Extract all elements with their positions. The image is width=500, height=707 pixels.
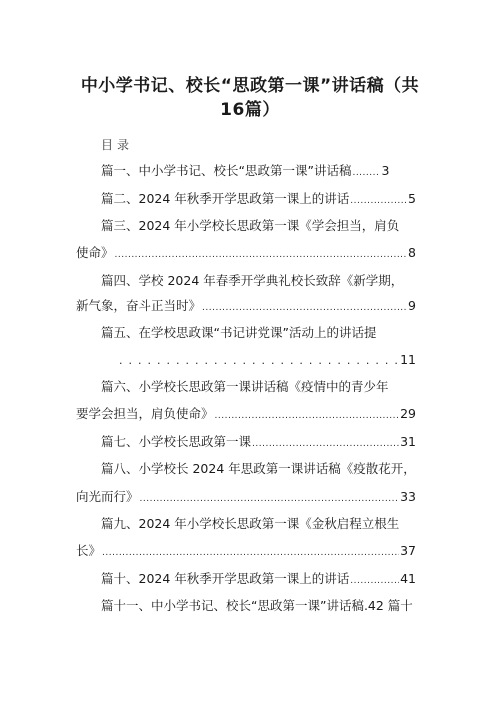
toc-entry-text: 篇四、学校 2024 年春季开学典礼校长致辞《新学期， — [101, 273, 404, 288]
toc-entry-3[interactable] — [101, 216, 416, 236]
toc-page-number: 5 — [408, 191, 416, 206]
toc-page-number: 8 — [408, 245, 416, 260]
toc-entry-9[interactable] — [101, 514, 416, 534]
toc-page-number: 29 — [400, 406, 416, 421]
toc-leader-dots — [202, 298, 407, 316]
toc-page-number: 41 — [400, 571, 416, 586]
toc-entry-text: 向光而行》 — [76, 489, 139, 504]
toc-entry-6-continuation[interactable] — [76, 404, 416, 424]
toc-leader-dots — [350, 571, 399, 589]
toc-entry-11[interactable] — [101, 596, 416, 616]
toc-entry-6[interactable] — [101, 377, 416, 397]
document-title-line1: 中小学书记、校长“思政第一课”讲话稿（共 — [80, 76, 420, 96]
toc-entry-5-continuation[interactable] — [118, 350, 416, 370]
toc-entry-text: 篇八、小学校长 2024 年思政第一课讲话稿《疫散花开， — [101, 461, 416, 476]
toc-entry-8-continuation[interactable] — [76, 487, 416, 507]
toc-entry-3-continuation[interactable] — [76, 243, 416, 263]
toc-leader-dots — [140, 489, 400, 507]
toc-entry-text: 篇三、2024 年小学校长思政第一课《学会担当，肩负 — [101, 218, 400, 233]
toc-entry-text: 篇十、2024 年秋季开学思政第一课上的讲话 — [101, 571, 350, 586]
toc-leader-dots — [352, 163, 380, 181]
document-title-line2: 16篇） — [220, 100, 280, 120]
toc-leader-dots — [119, 351, 399, 370]
toc-entry-4[interactable] — [101, 271, 416, 291]
toc-entry-text: 要学会担当，肩负使命》 — [76, 406, 214, 421]
toc-entry-text: 使命》 — [76, 245, 114, 260]
toc-entry-5[interactable] — [101, 323, 416, 343]
toc-leader-dots — [102, 543, 399, 561]
toc-leader-dots — [252, 434, 399, 452]
toc-page-number: 31 — [400, 434, 416, 449]
toc-entry-text: 篇五、在学校思政课“书记讲党课”活动上的讲话提 — [101, 325, 377, 340]
toc-entry-text: 篇一、中小学书记、校长“思政第一课”讲话稿 — [101, 163, 352, 178]
toc-entry-8[interactable] — [101, 459, 416, 479]
toc-entry-text: 篇六、小学校长思政第一课讲话稿《疫情中的青少年 — [101, 379, 389, 394]
toc-entry-1[interactable] — [101, 161, 416, 181]
toc-entry-text: 篇十一、中小学书记、校长“思政第一课”讲话稿.42 篇十 — [101, 598, 413, 613]
toc-entry-9-continuation[interactable] — [76, 541, 416, 561]
toc-leader-dots — [350, 191, 407, 209]
toc-entry-text: 长》 — [76, 543, 102, 558]
toc-heading: 目录 — [101, 138, 134, 152]
toc-leader-dots — [215, 406, 400, 424]
toc-entry-4-continuation[interactable] — [76, 296, 416, 316]
toc-entry-text: 篇二、2024 年秋季开学思政第一课上的讲话 — [101, 191, 350, 206]
toc-leader-dots — [115, 245, 408, 263]
toc-entry-10[interactable] — [101, 569, 416, 589]
toc-page-number: 11 — [400, 352, 416, 367]
toc-page-number: 9 — [408, 298, 416, 313]
toc-entry-text: 篇九、2024 年小学校长思政第一课《金秋启程立根生 — [101, 516, 400, 531]
toc-page-number: 33 — [400, 489, 416, 504]
toc-page-number: 37 — [400, 543, 416, 558]
toc-entry-text: 篇七、小学校长思政第一课 — [101, 434, 252, 449]
toc-page-number: 3 — [381, 163, 390, 178]
toc-entry-text: 新气象，奋斗正当时》 — [76, 298, 202, 313]
toc-entry-2[interactable] — [101, 189, 416, 209]
toc-entry-7[interactable] — [101, 432, 416, 452]
